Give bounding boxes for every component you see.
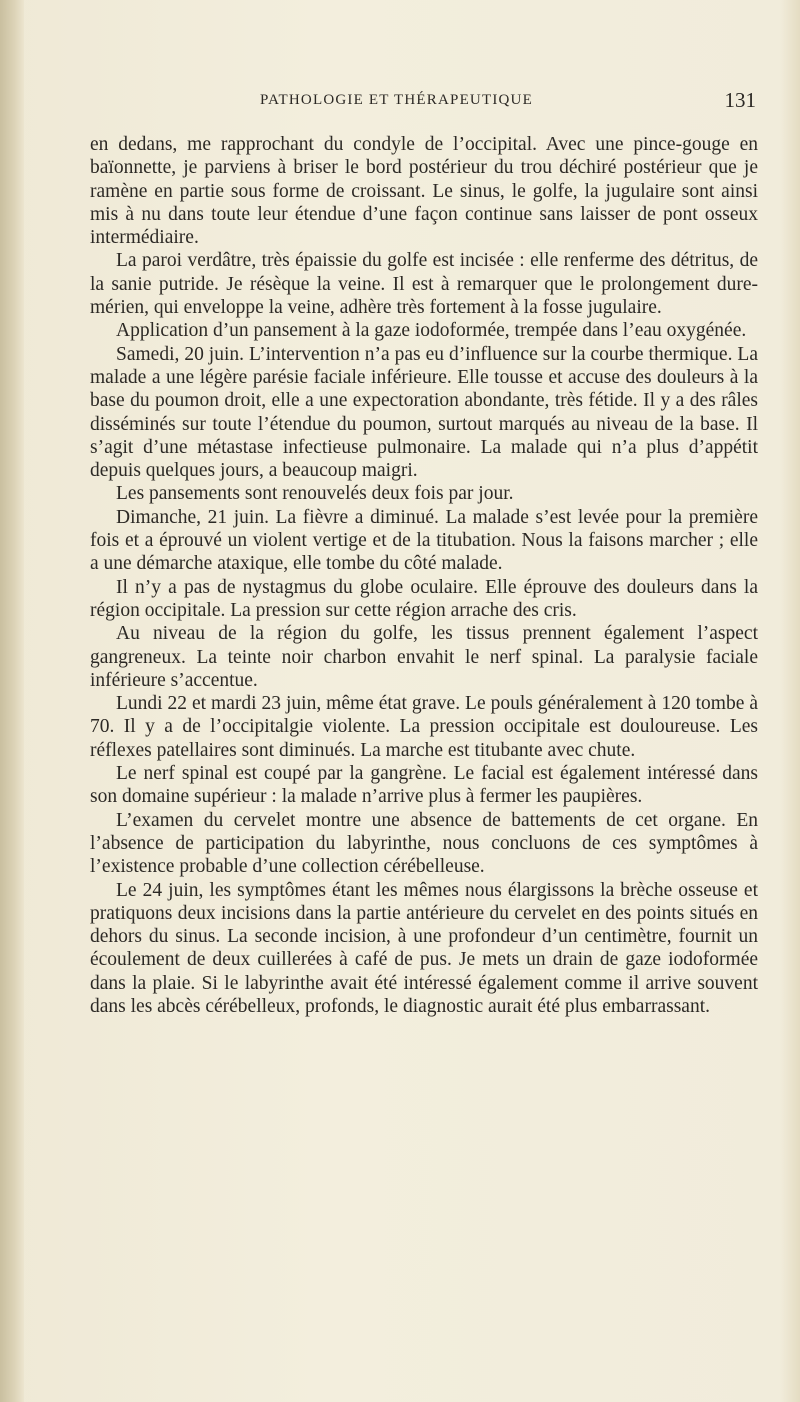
paragraph: Samedi, 20 juin. L’intervention n’a pas eu d’influence sur la courbe thermique. La malade a une légère parésie faciale inférieure. Elle tousse et accuse des douleurs à la base du poumon droit, elle a une expectoration abondante, très fétide. Il y a des râles disséminés sur toute l’étendue du poumon, surtout marqués au niveau de la base. Il s’agit d’une métastase infectieuse pulmonaire. La malade qui n’a plus d’appétit depuis quelques jours, a beaucoup maigri. [90, 343, 758, 482]
paragraph: Dimanche, 21 juin. La fièvre a diminué. La malade s’est levée pour la première fois et a éprouvé un violent vertige et de la titubation. Nous la faisons marcher ; elle a une démarche ataxique, elle tombe du côté malade. [90, 506, 758, 575]
paragraph: Application d’un pansement à la gaze iodoformée, trempée dans l’eau oxygénée. [116, 320, 747, 342]
paragraph: en dedans, me rapprochant du condyle de l’occipital. Avec une pince-gouge en baïonnette, je parviens à briser le bord postérieur du trou déchiré postérieur que je ramène en partie sous forme de croissant. Le sinus, le golfe, la jugulaire sont ainsi mis à nu dans toute leur étendue d’une façon continue sans laisser de pont osseux intermédiaire. [90, 134, 758, 249]
paragraph: Lundi 22 et mardi 23 juin, même état grave. Le pouls généralement à 120 tombe à 70. Il y a de l’occipitalgie violente. La pression occipitale est douloureuse. Les réflexes patellaires sont diminués. La marche est titubante avec chute. [90, 693, 758, 761]
page-number: 131 [724, 88, 756, 112]
running-title: PATHOLOGIE ET THÉRAPEUTIQUE [260, 92, 533, 108]
running-head [90, 88, 758, 118]
paragraph: La paroi verdâtre, très épaissie du golfe est incisée : elle renferme des détritus, de la sanie putride. Je résèque la veine. Il est à remarquer que le prolongement dure-mérien, qui enveloppe la veine, adhère très fortement à la fosse jugulaire. [90, 250, 758, 319]
page-gutter-shadow [0, 0, 24, 1402]
paragraph: Le 24 juin, les symptômes étant les mêmes nous élargissons la brèche osseuse et pratiquons deux incisions dans la partie antérieure du cervelet en des points situés en dehors du sinus. La seconde incision, à une profondeur d’un centimètre, fournit un écoulement de deux cuillerées à café de pus. Je mets un drain de gaze iodoformée dans la plaie. Si le labyrinthe avait été intéressé également comme il arrive souvent dans les abcès cérébelleux, profonds, le diagnostic aurait été plus embarrassant. [90, 879, 758, 1017]
page-edge [780, 0, 800, 1402]
paragraph: L’examen du cervelet montre une absence de battements de cet organe. En l’absence de participation du labyrinthe, nous concluons de ces symptômes à l’existence probable d’une collection cérébelleuse. [90, 809, 758, 878]
paragraph: Les pansements sont renouvelés deux fois par jour. [116, 483, 514, 505]
paragraph: Le nerf spinal est coupé par la gangrène. Le facial est également intéressé dans son domaine supérieur : la malade n’arrive plus à fermer les paupières. [90, 763, 758, 808]
body-text [90, 133, 758, 1018]
paragraph: Il n’y a pas de nystagmus du globe oculaire. Elle éprouve des douleurs dans la région occipitale. La pression sur cette région arrache des cris. [90, 576, 758, 621]
paragraph: Au niveau de la région du golfe, les tissus prennent également l’aspect gangreneux. La teinte noir charbon envahit le nerf spinal. La paralysie faciale inférieure s’accentue. [90, 623, 758, 691]
